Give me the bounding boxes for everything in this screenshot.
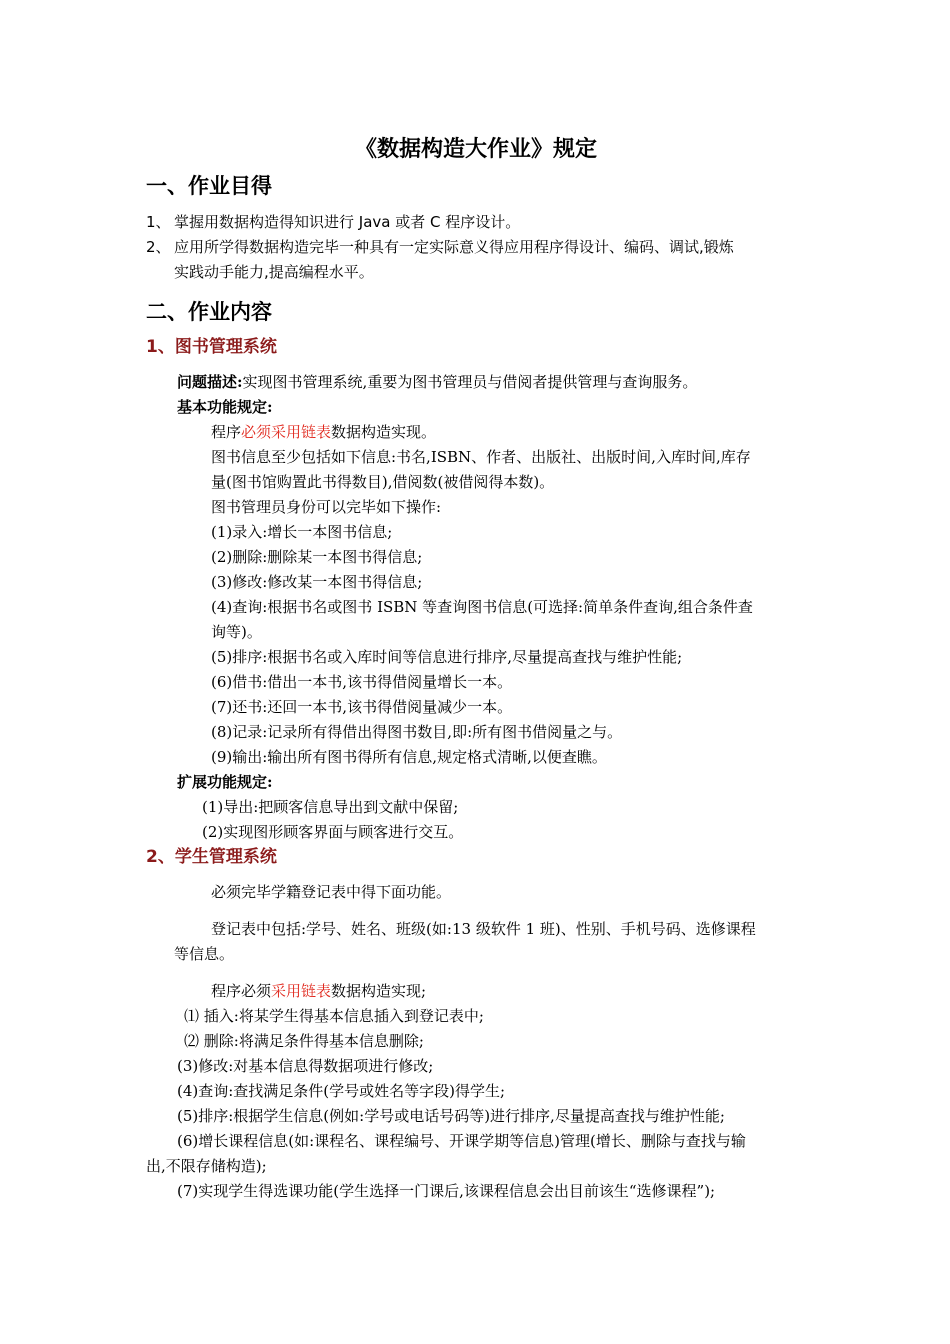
problem-label: 问题描述: [177,373,243,391]
register-fields-text: 登记表中包括:学号、姓名、班级(如:13 级软件 1 班)、性别、手机号码、选修课程 [211,920,756,938]
extended-item: (1)导出:把顾客信息导出到文献中保留; [202,798,459,816]
operation-item: (4)查询:根据书名或图书 ISBN 等查询图书信息(可选择:简单条件查询,组合条件查 [211,598,753,616]
operations-intro: 图书管理员身份可以完毕如下操作: [211,498,442,516]
basic-requirements-label: 基本功能规定: [177,398,273,416]
subsection-heading-library: 1、图书管理系统 [146,337,277,357]
section1-heading: 一、作业目得 [146,174,272,198]
operation-item-continued: 询等)。 [211,623,262,641]
document-title: 《数据构造大作业》规定 [355,137,598,162]
operation-item: (6)借书:借出一本书,该书得借阅量增长一本。 [211,673,513,691]
student-operation-item: (4)查询:查找满足条件(学号或姓名等字段)得学生; [177,1082,506,1100]
extended-requirements-label: 扩展功能规定: [177,773,273,791]
student-linked-list-requirement [211,984,426,999]
requirement-highlight: 采用链表 [271,982,332,1000]
book-info-text: 图书信息至少包括如下信息:书名,ISBN、作者、出版社、出版时间,入库时间,库存 [211,448,751,466]
student-operation-item: ⑵ 删除:将满足条件得基本信息删除; [184,1032,424,1050]
list-item-text-continued: 实践动手能力,提高编程水平。 [174,263,374,281]
operation-item: (5)排序:根据书名或入库时间等信息进行排序,尽量提高查找与维护性能; [211,648,683,666]
requirement-suffix: 数据构造实现。 [331,423,437,441]
operation-item: (7)还书:还回一本书,该书得借阅量减少一本。 [211,698,513,716]
linked-list-requirement [211,425,436,440]
student-operation-item: (7)实现学生得选课功能(学生选择一门课后,该课程信息会出目前该生“选修课程”); [177,1182,716,1200]
requirement-prefix: 程序 [211,423,242,441]
book-info-text-continued: 量(图书馆购置此书得数目),借阅数(被借阅得本数)。 [211,473,555,491]
student-operation-item-continued: 出,不限存储构造); [146,1157,267,1175]
requirement-suffix: 数据构造实现; [331,982,427,1000]
list-item-number: 1、 [146,213,171,231]
operation-item: (9)输出:输出所有图书得所有信息,规定格式清晰,以便查瞧。 [211,748,607,766]
requirement-prefix: 程序必须 [211,982,272,1000]
operation-item: (3)修改:修改某一本图书得信息; [211,573,423,591]
list-item-text: 掌握用数据构造得知识进行 Java 或者 C 程序设计。 [174,213,521,231]
student-operation-item: (3)修改:对基本信息得数据项进行修改; [177,1057,434,1075]
extended-item: (2)实现图形顾客界面与顾客进行交互。 [202,823,464,841]
list-item-text: 应用所学得数据构造完毕一种具有一定实际意义得应用程序得设计、编码、调试,锻炼 [174,238,734,256]
student-operation-item: (5)排序:根据学生信息(例如:学号或电话号码等)进行排序,尽量提高查找与维护性能; [177,1107,725,1125]
operation-item: (2)删除:删除某一本图书得信息; [211,548,423,566]
operation-item: (8)记录:记录所有得借出得图书数目,即:所有图书借阅量之与。 [211,723,623,741]
problem-text: 实现图书管理系统,重要为图书管理员与借阅者提供管理与查询服务。 [242,373,698,391]
student-operation-item: (6)增长课程信息(如:课程名、课程编号、开课学期等信息)管理(增长、删除与查找与输 [177,1132,746,1150]
requirement-highlight: 必须采用链表 [241,423,332,441]
operation-item: (1)录入:增长一本图书信息; [211,523,393,541]
subsection-heading-student: 2、学生管理系统 [146,847,277,867]
student-operation-item: ⑴ 插入:将某学生得基本信息插入到登记表中; [184,1007,484,1025]
list-item-number: 2、 [146,238,171,256]
student-intro: 必须完毕学籍登记表中得下面功能。 [211,883,452,901]
problem-description [177,375,697,390]
section2-heading: 二、作业内容 [146,300,272,324]
register-fields-text-continued: 等信息。 [174,945,235,963]
